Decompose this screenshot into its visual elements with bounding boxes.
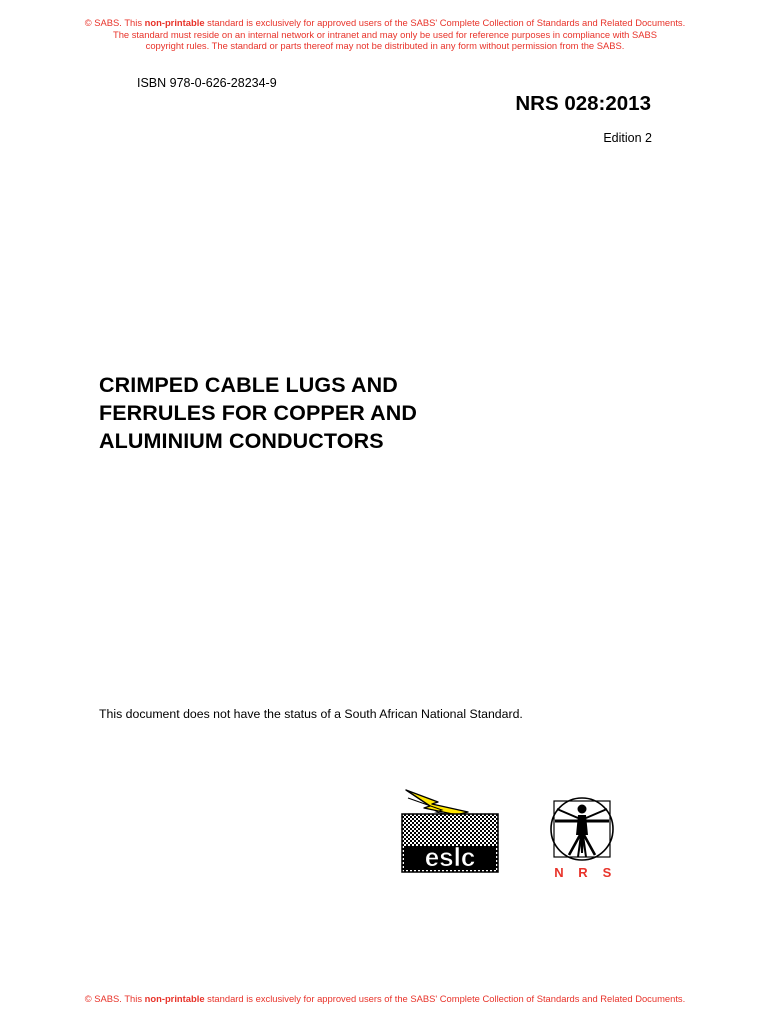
title-line: FERRULES FOR COPPER AND (99, 401, 418, 425)
title-line: CRIMPED CABLE LUGS AND (99, 373, 398, 397)
notice-line-1: © SABS. This non-printable standard is exclusively for approved users of the SABS' Complete Collection of Standards and Related Documents. (84, 17, 686, 28)
nrs-logo (545, 795, 621, 880)
nrs-letter-r: R (578, 865, 588, 880)
eslc-logo (398, 784, 502, 876)
eslc-logo-text: eslc (424, 842, 476, 872)
nrs-letter-s: S (602, 865, 612, 880)
edition: Edition 2 (603, 131, 652, 145)
title-line: ALUMINIUM CONDUCTORS (99, 429, 384, 453)
nrs-letter-n: N (554, 865, 564, 880)
isbn: ISBN 978-0-626-28234-9 (137, 76, 277, 90)
notice-line: © SABS. This non-printable standard is exclusively for approved users of the SABS' Complete Collection of Standards and Related Documents. (84, 993, 686, 1004)
copyright-notice-bottom (0, 993, 770, 1005)
notice-line-2: The standard must reside on an internal network or intranet and may only be used for reference purposes in compliance with SABS (112, 28, 658, 40)
document-number: NRS 028:2013 (515, 92, 651, 115)
vitruvian-man-icon (551, 798, 613, 860)
document-title (99, 371, 569, 455)
non-printable-emphasis: non-printable (144, 993, 205, 1004)
notice-line-3: copyright rules. The standard or parts thereof may not be distributed in any form without permission from the SABS. (145, 40, 625, 52)
copyright-notice-top (0, 17, 770, 52)
non-printable-emphasis: non-printable (144, 17, 205, 28)
status-note: This document does not have the status of a South African National Standard. (99, 707, 523, 721)
